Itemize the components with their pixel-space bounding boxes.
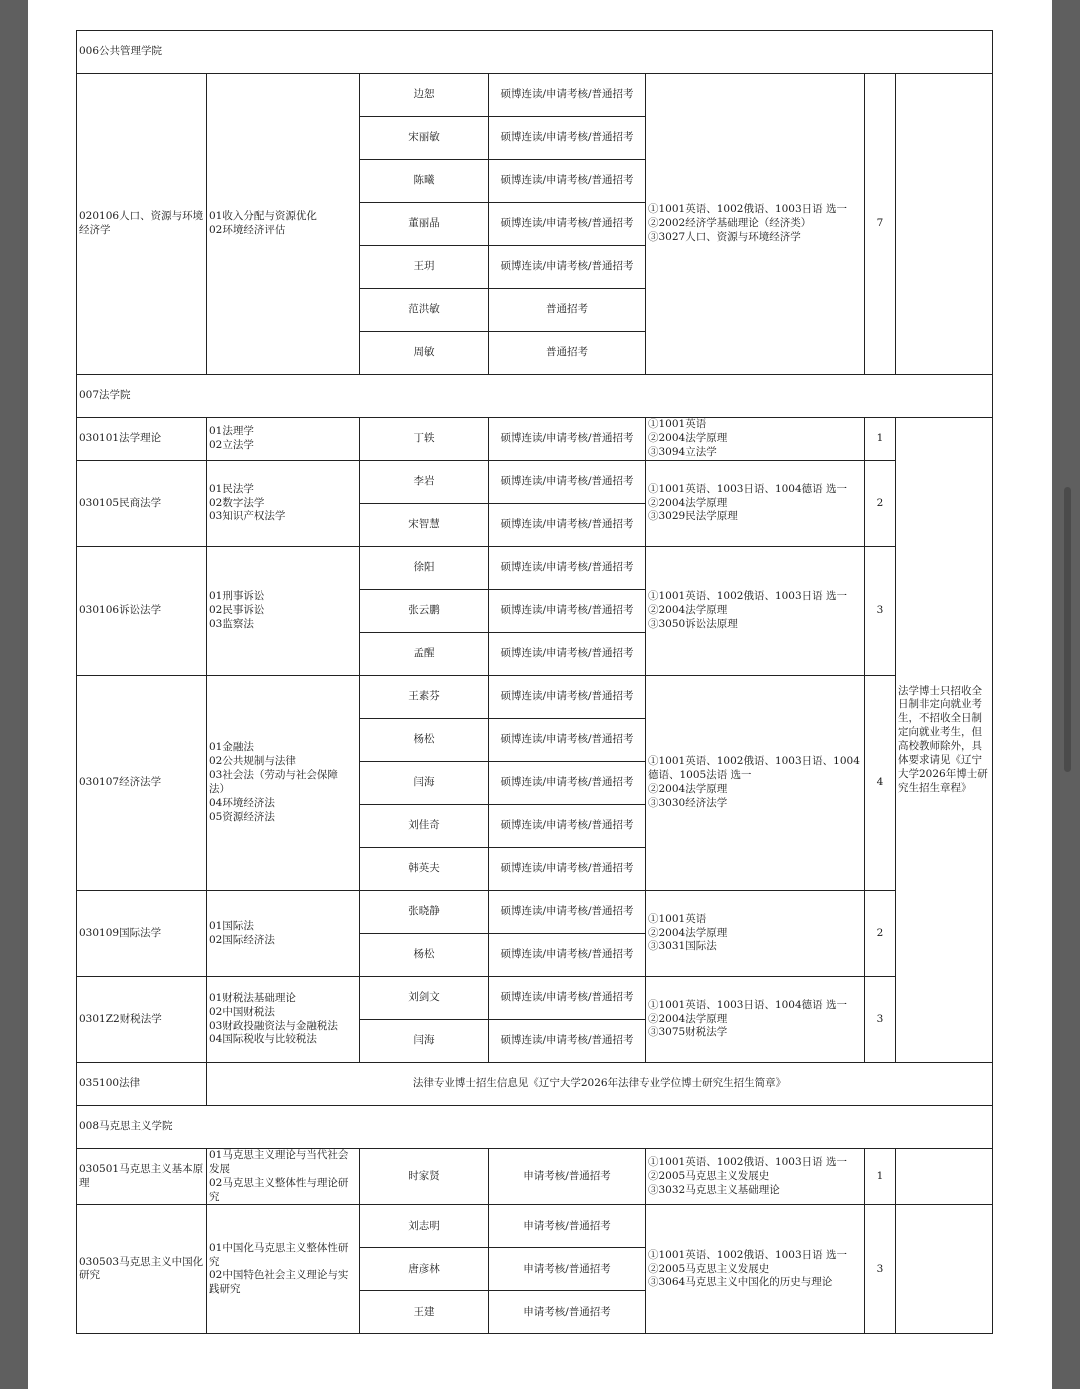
admission-method: 硕博连读/申请考核/普通招考 — [489, 504, 646, 547]
supervisor-name: 徐阳 — [360, 547, 489, 590]
remarks-cell — [896, 1149, 993, 1205]
supervisor-name: 王素芬 — [360, 676, 489, 719]
admission-method: 硕博连读/申请考核/普通招考 — [489, 590, 646, 633]
admission-method: 硕博连读/申请考核/普通招考 — [489, 461, 646, 504]
exam-subjects: ①1001英语 ②2004法学原理 ③3031国际法 — [646, 891, 865, 977]
major-name: 035100法律 — [77, 1063, 207, 1106]
supervisor-name: 刘佳奇 — [360, 805, 489, 848]
enrollment-quota: 1 — [865, 1149, 896, 1205]
table-row — [77, 1149, 993, 1205]
admission-method: 硕博连读/申请考核/普通招考 — [489, 547, 646, 590]
enrollment-quota: 2 — [865, 461, 896, 547]
research-directions: 01刑事诉讼 02民事诉讼 03监察法 — [207, 547, 360, 676]
major-name: 030503马克思主义中国化研究 — [77, 1205, 207, 1334]
section-header-row — [77, 1106, 993, 1149]
major-name: 030101法学理论 — [77, 418, 207, 461]
table-row — [77, 676, 993, 719]
supervisor-name: 周敏 — [360, 332, 489, 375]
enrollment-quota: 4 — [865, 676, 896, 891]
supervisor-name: 刘剑文 — [360, 977, 489, 1020]
table-row — [77, 74, 993, 117]
research-directions: 01马克思主义理论与当代社会发展 02马克思主义整体性与理论研究 — [207, 1149, 360, 1205]
research-directions: 01收入分配与资源优化 02环境经济评估 — [207, 74, 360, 375]
supervisor-name: 闫海 — [360, 762, 489, 805]
major-name: 0301Z2财税法学 — [77, 977, 207, 1063]
research-directions: 01民法学 02数字法学 03知识产权法学 — [207, 461, 360, 547]
table-row — [77, 891, 993, 934]
enrollment-quota: 2 — [865, 891, 896, 977]
supervisor-name: 宋丽敏 — [360, 117, 489, 160]
research-directions: 01金融法 02公共规制与法律 03社会法（劳动与社会保障法） 04环境经济法 05资源经济法 — [207, 676, 360, 891]
supervisor-name: 张云鹏 — [360, 590, 489, 633]
supervisor-name: 李岩 — [360, 461, 489, 504]
admission-method: 硕博连读/申请考核/普通招考 — [489, 418, 646, 461]
supervisor-name: 宋智慧 — [360, 504, 489, 547]
admission-method: 普通招考 — [489, 289, 646, 332]
table-row — [77, 418, 993, 461]
major-name: 030106诉讼法学 — [77, 547, 207, 676]
exam-subjects: ①1001英语、1002俄语、1003日语 选一 ②2002经济学基础理论（经济类） ③3027人口、资源与环境经济学 — [646, 74, 865, 375]
major-name: 030105民商法学 — [77, 461, 207, 547]
remarks-cell — [896, 74, 993, 375]
table-row — [77, 547, 993, 590]
exam-subjects: ①1001英语、1002俄语、1003日语、1004德语、1005法语 选一 ②2004法学原理 ③3030经济法学 — [646, 676, 865, 891]
research-directions: 01中国化马克思主义整体性研究 02中国特色社会主义理论与实践研究 — [207, 1205, 360, 1334]
section-header-row — [77, 31, 993, 74]
major-name: 030107经济法学 — [77, 676, 207, 891]
supervisor-name: 杨松 — [360, 719, 489, 762]
admission-method: 硕博连读/申请考核/普通招考 — [489, 160, 646, 203]
exam-subjects: ①1001英语、1003日语、1004德语 选一 ②2004法学原理 ③3029民法学原理 — [646, 461, 865, 547]
table-row — [77, 977, 993, 1020]
admission-method: 硕博连读/申请考核/普通招考 — [489, 1020, 646, 1063]
enrollment-quota: 3 — [865, 977, 896, 1063]
admission-method: 申请考核/普通招考 — [489, 1149, 646, 1205]
enrollment-quota: 3 — [865, 1205, 896, 1334]
supervisor-name: 闫海 — [360, 1020, 489, 1063]
supervisor-name: 范洪敏 — [360, 289, 489, 332]
admission-method: 硕博连读/申请考核/普通招考 — [489, 891, 646, 934]
supervisor-name: 孟醒 — [360, 633, 489, 676]
exam-subjects: ①1001英语、1003日语、1004德语 选一 ②2004法学原理 ③3075财税法学 — [646, 977, 865, 1063]
section-title-008: 008马克思主义学院 — [77, 1106, 993, 1149]
supervisor-name: 韩英夫 — [360, 848, 489, 891]
remarks-cell — [896, 1205, 993, 1334]
admissions-table — [76, 30, 993, 1334]
admission-method: 硕博连读/申请考核/普通招考 — [489, 74, 646, 117]
supervisor-name: 边恕 — [360, 74, 489, 117]
major-name: 020106人口、资源与环境经济学 — [77, 74, 207, 375]
table-row — [77, 1205, 993, 1248]
supervisor-name: 时家贤 — [360, 1149, 489, 1205]
vertical-scrollbar[interactable] — [1064, 487, 1071, 772]
admission-method: 硕博连读/申请考核/普通招考 — [489, 719, 646, 762]
exam-subjects: ①1001英语、1002俄语、1003日语 选一 ②2004法学原理 ③3050诉讼法原理 — [646, 547, 865, 676]
major-name: 030501马克思主义基本原理 — [77, 1149, 207, 1205]
exam-subjects: ①1001英语、1002俄语、1003日语 选一 ②2005马克思主义发展史 ③3032马克思主义基础理论 — [646, 1149, 865, 1205]
enrollment-quota: 3 — [865, 547, 896, 676]
table-row — [77, 461, 993, 504]
supervisor-name: 唐彦林 — [360, 1248, 489, 1291]
supervisor-name: 董丽晶 — [360, 203, 489, 246]
admission-method: 硕博连读/申请考核/普通招考 — [489, 805, 646, 848]
admission-method: 普通招考 — [489, 332, 646, 375]
admission-method: 硕博连读/申请考核/普通招考 — [489, 203, 646, 246]
research-directions: 01国际法 02国际经济法 — [207, 891, 360, 977]
section-header-row — [77, 375, 993, 418]
research-directions: 01财税法基础理论 02中国财税法 03财政投融资法与金融税法 04国际税收与比较税法 — [207, 977, 360, 1063]
supervisor-name: 王玥 — [360, 246, 489, 289]
table-row — [77, 1063, 993, 1106]
admission-method: 申请考核/普通招考 — [489, 1248, 646, 1291]
law-remarks-note: 法学博士只招收全日制非定向就业考生，不招收全日制定向就业考生，但高校教师除外，具体要求请见《辽宁大学2026年博士研究生招生章程》 — [896, 418, 993, 1063]
admission-method: 硕博连读/申请考核/普通招考 — [489, 848, 646, 891]
admission-method: 硕博连读/申请考核/普通招考 — [489, 977, 646, 1020]
admission-method: 硕博连读/申请考核/普通招考 — [489, 934, 646, 977]
section-title-006: 006公共管理学院 — [77, 31, 993, 74]
enrollment-quota: 1 — [865, 418, 896, 461]
research-directions: 01法理学 02立法学 — [207, 418, 360, 461]
supervisor-name: 刘志明 — [360, 1205, 489, 1248]
admission-method: 硕博连读/申请考核/普通招考 — [489, 676, 646, 719]
supervisor-name: 王建 — [360, 1291, 489, 1334]
supervisor-name: 陈曦 — [360, 160, 489, 203]
supervisor-name: 杨松 — [360, 934, 489, 977]
admission-method: 申请考核/普通招考 — [489, 1205, 646, 1248]
supervisor-name: 张晓静 — [360, 891, 489, 934]
viewer-left-margin — [0, 0, 28, 1389]
major-name: 030109国际法学 — [77, 891, 207, 977]
law-professional-info: 法律专业博士招生信息见《辽宁大学2026年法律专业学位博士研究生招生简章》 — [207, 1063, 993, 1106]
section-title-007: 007法学院 — [77, 375, 993, 418]
admission-method: 硕博连读/申请考核/普通招考 — [489, 633, 646, 676]
exam-subjects: ①1001英语 ②2004法学原理 ③3094立法学 — [646, 418, 865, 461]
admission-method: 硕博连读/申请考核/普通招考 — [489, 762, 646, 805]
supervisor-name: 丁轶 — [360, 418, 489, 461]
exam-subjects: ①1001英语、1002俄语、1003日语 选一 ②2005马克思主义发展史 ③3064马克思主义中国化的历史与理论 — [646, 1205, 865, 1334]
admission-method: 申请考核/普通招考 — [489, 1291, 646, 1334]
enrollment-quota: 7 — [865, 74, 896, 375]
admission-method: 硕博连读/申请考核/普通招考 — [489, 117, 646, 160]
admission-method: 硕博连读/申请考核/普通招考 — [489, 246, 646, 289]
